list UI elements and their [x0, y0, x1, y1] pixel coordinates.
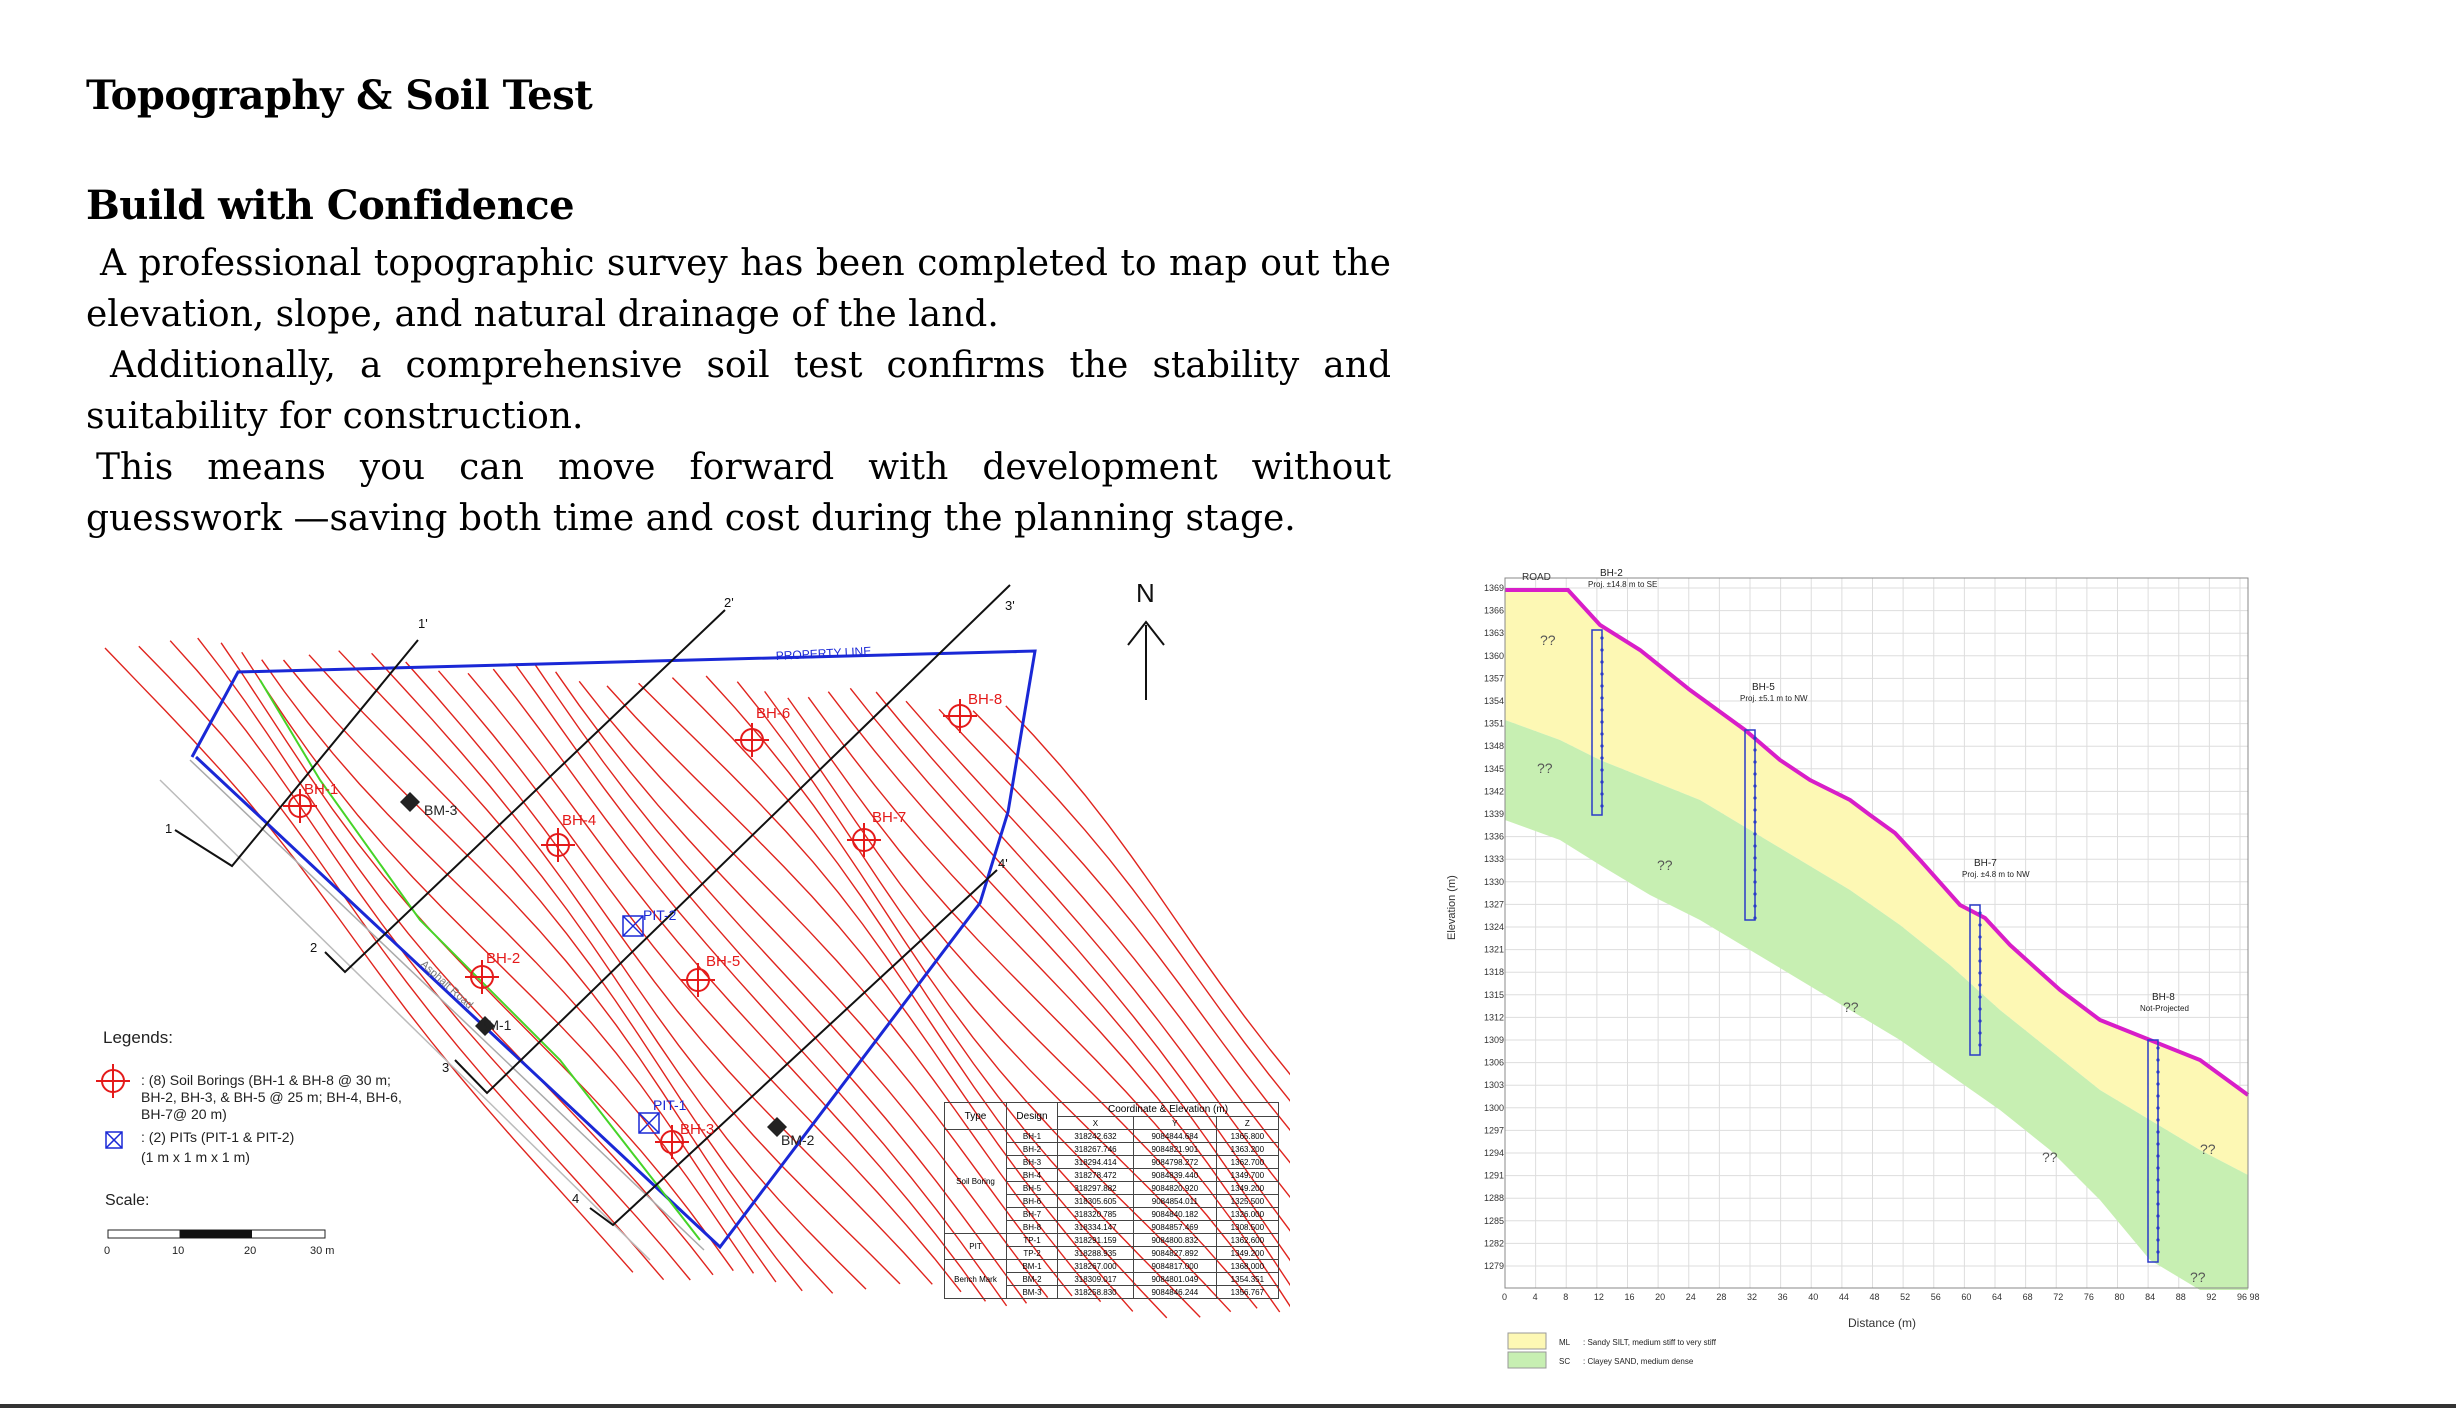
- y-tick: 1369: [1484, 583, 1505, 593]
- table-cell: BH-2: [1007, 1143, 1058, 1156]
- y-tick: 1354: [1484, 696, 1505, 706]
- x-tick: 12: [1593, 1292, 1604, 1302]
- table-cell: 9084820.920: [1133, 1182, 1216, 1195]
- scale-ticks: [104, 1245, 334, 1257]
- table-cell: 1349.200: [1216, 1247, 1278, 1260]
- y-tick: 1294: [1484, 1148, 1505, 1158]
- table-cell: BH-1: [1007, 1130, 1058, 1143]
- table-header: Coordinate & Elevation (m): [1058, 1103, 1279, 1117]
- borehole-label: BH-8: [968, 691, 1003, 708]
- pit-label: PIT-2: [643, 907, 677, 923]
- property-line-label: PROPERTY LINE: [775, 644, 872, 663]
- table-cell: BM-1: [1007, 1260, 1058, 1273]
- x-tick: 64: [1992, 1292, 2003, 1302]
- contour-line: [105, 648, 633, 1272]
- soil-profile-chart: [1440, 565, 2440, 1380]
- x-axis-label: Distance (m): [1848, 1316, 1917, 1330]
- scale-tick: 20: [244, 1245, 257, 1257]
- x-tick: 84: [2145, 1292, 2156, 1302]
- y-tick: 1327: [1484, 899, 1505, 910]
- table-cell: 318288.935: [1058, 1247, 1134, 1260]
- table-cell: 9084854.011: [1133, 1195, 1216, 1208]
- x-tick: 36: [1777, 1292, 1788, 1302]
- table-header: Design: [1007, 1103, 1058, 1130]
- x-axis-ticks: [1502, 1292, 2260, 1302]
- table-cell: BH-7: [1007, 1208, 1058, 1221]
- table-row: [945, 1234, 1279, 1247]
- x-tick: 28: [1716, 1292, 1727, 1302]
- section-label: 3: [442, 1060, 450, 1075]
- table-cell: BH-8: [1007, 1221, 1058, 1234]
- borehole-label: BH-6: [756, 705, 791, 722]
- table-cell: 1362.600: [1216, 1234, 1278, 1247]
- y-tick: 1306: [1484, 1057, 1505, 1068]
- unknown-mark: ??: [1843, 999, 1859, 1015]
- x-tick: 68: [2022, 1292, 2033, 1302]
- table-header: Type: [945, 1103, 1007, 1130]
- site-legend: [103, 1028, 463, 1167]
- table-cell: TP-1: [1007, 1234, 1058, 1247]
- table-cell: 318297.882: [1058, 1182, 1134, 1195]
- section-subtitle: Build with Confidence: [86, 182, 575, 229]
- y-tick: 1315: [1484, 989, 1505, 1000]
- scale-tick: 10: [172, 1245, 185, 1257]
- table-cell: BH-4: [1007, 1169, 1058, 1182]
- borehole-icon: [735, 723, 769, 757]
- paragraph-survey: A professional topographic survey has been completed to map out the elevation, slope, and natural drainage of the land.: [86, 243, 1391, 335]
- benchmark-icon: [400, 792, 420, 812]
- borehole-label: BH-3: [680, 1121, 715, 1138]
- table-cell: 9084821.901: [1133, 1143, 1216, 1156]
- sc-layer: [1505, 720, 2248, 1290]
- contour-line: [372, 653, 900, 1284]
- borehole-log-name: BH-2: [1600, 568, 1623, 579]
- pit-label: PIT-1: [653, 1097, 687, 1113]
- table-cell: 318258.830: [1058, 1286, 1134, 1299]
- x-tick: 32: [1747, 1292, 1758, 1302]
- y-tick: 1318: [1484, 967, 1505, 978]
- scale-label: Scale:: [105, 1192, 150, 1209]
- y-tick: 1288: [1484, 1193, 1505, 1204]
- table-cell: 318267.746: [1058, 1143, 1134, 1156]
- table-cell: 1326.000: [1216, 1208, 1278, 1221]
- table-cell: BM-2: [1007, 1273, 1058, 1286]
- legend-boring: [141, 1072, 463, 1123]
- x-tick: 40: [1808, 1292, 1819, 1302]
- table-cell: 1308.500: [1216, 1221, 1278, 1234]
- paragraph-soil: Additionally, a comprehensive soil test confirms the stability and suitability for construction.: [86, 345, 1391, 437]
- table-cell: 9084846.244: [1133, 1286, 1216, 1299]
- y-tick: 1360: [1484, 650, 1505, 661]
- legend-pit-line: : (2) PITs (PIT-1 & PIT-2): [141, 1129, 295, 1145]
- borehole-log-name: BH-8: [2152, 992, 2175, 1003]
- x-tick: 92: [2206, 1292, 2217, 1302]
- borehole-label: BH-2: [486, 950, 521, 967]
- unknown-mark: ??: [1657, 857, 1673, 873]
- coordinate-table: [944, 1102, 1279, 1299]
- x-tick: 96 98: [2237, 1292, 2260, 1302]
- y-tick: 1309: [1484, 1035, 1505, 1045]
- sc-legend-code: SC: [1559, 1357, 1571, 1366]
- x-tick: 0: [1502, 1292, 1508, 1302]
- scale-tick: 30 m: [310, 1245, 335, 1257]
- borehole-log-note: Proj. ±4.8 m to NW: [1962, 870, 2030, 879]
- contour-line: [493, 669, 1006, 1306]
- y-tick: 1345: [1484, 763, 1505, 774]
- table-group-type: Soil Boring: [945, 1130, 1007, 1234]
- table-cell: 1368.000: [1216, 1260, 1278, 1273]
- ml-legend-swatch: [1508, 1333, 1546, 1349]
- table-cell: BH-3: [1007, 1156, 1058, 1169]
- section-label: 1': [418, 616, 428, 631]
- table-cell: 1362.700: [1216, 1156, 1278, 1169]
- ml-layer: [1505, 590, 2248, 1175]
- road-label: ROAD: [1522, 572, 1551, 583]
- table-cell: 318334.147: [1058, 1221, 1134, 1234]
- x-tick: 88: [2175, 1292, 2186, 1302]
- unknown-mark: ??: [1537, 760, 1553, 776]
- contour-line: [139, 646, 664, 1279]
- y-axis-label: Elevation (m): [1446, 875, 1458, 940]
- borehole-log-note: Not-Projected: [2140, 1004, 2189, 1013]
- bottom-rule: [0, 1404, 2456, 1408]
- paragraph-benefit: This means you can move forward with development without guesswork —saving both time and cost during the planning stage.: [86, 447, 1391, 539]
- table-cell: 318305.605: [1058, 1195, 1134, 1208]
- y-tick: 1300: [1484, 1102, 1505, 1113]
- contour-line: [468, 673, 986, 1301]
- road-label: Asphalt Road: [417, 958, 476, 1012]
- legend-title: Legends:: [103, 1028, 173, 1047]
- y-tick: 1285: [1484, 1215, 1505, 1226]
- table-group-type: Bench Mark: [945, 1260, 1007, 1299]
- table-subheader: X: [1058, 1117, 1134, 1130]
- unknown-mark: ??: [2190, 1269, 2206, 1285]
- table-cell: 9084817.000: [1133, 1260, 1216, 1273]
- borehole-log-name: BH-7: [1974, 858, 1997, 869]
- y-tick: 1351: [1484, 718, 1505, 729]
- table-cell: 9084844.684: [1133, 1130, 1216, 1143]
- y-tick: 1312: [1484, 1012, 1505, 1023]
- table-cell: BH-6: [1007, 1195, 1058, 1208]
- table-cell: 1356.767: [1216, 1286, 1278, 1299]
- section-label: 2: [310, 940, 318, 955]
- benchmark-label: BM-1: [478, 1017, 512, 1033]
- contour-line: [406, 662, 933, 1284]
- table-cell: 9084827.892: [1133, 1247, 1216, 1260]
- table-cell: 318291.159: [1058, 1234, 1134, 1247]
- table-cell: 1354.351: [1216, 1273, 1278, 1286]
- road-edge: [190, 760, 704, 1250]
- x-tick: 24: [1685, 1292, 1696, 1302]
- pit-icon: [639, 1113, 659, 1133]
- table-row: [945, 1260, 1279, 1273]
- table-cell: TP-2: [1007, 1247, 1058, 1260]
- table-cell: 1325.500: [1216, 1195, 1278, 1208]
- y-tick: 1333: [1484, 854, 1505, 865]
- table-cell: 1365.800: [1216, 1130, 1278, 1143]
- table-cell: 318320.785: [1058, 1208, 1134, 1221]
- y-tick: 1342: [1484, 786, 1505, 797]
- y-tick: 1291: [1484, 1170, 1505, 1181]
- borehole-log-note: Proj. ±5.1 m to NW: [1740, 694, 1808, 703]
- north-label: N: [1136, 578, 1155, 608]
- table-cell: 318278.472: [1058, 1169, 1134, 1182]
- y-tick: 1321: [1484, 944, 1505, 955]
- table-cell: 318309.017: [1058, 1273, 1134, 1286]
- scale-bar: [108, 1230, 325, 1238]
- y-tick: 1348: [1484, 741, 1505, 752]
- benchmark-label: BM-2: [781, 1132, 815, 1148]
- unknown-mark: ??: [2042, 1149, 2058, 1165]
- x-tick: 44: [1838, 1292, 1849, 1302]
- table-row: [945, 1130, 1279, 1143]
- table-cell: 9084857.469: [1133, 1221, 1216, 1234]
- contour-line: [284, 660, 803, 1291]
- borehole-log-name: BH-5: [1752, 682, 1775, 693]
- scale-tick: 0: [104, 1245, 111, 1257]
- x-tick: 80: [2114, 1292, 2125, 1302]
- table-cell: 318242.632: [1058, 1130, 1134, 1143]
- ml-legend-code: ML: [1559, 1338, 1571, 1347]
- table-subheader: Z: [1216, 1117, 1278, 1130]
- section-label: 2': [724, 595, 734, 610]
- table-body: [945, 1130, 1279, 1299]
- table-cell: 1349.700: [1216, 1169, 1278, 1182]
- x-tick: 16: [1624, 1292, 1635, 1302]
- section-label: 1: [165, 821, 173, 836]
- x-tick: 8: [1563, 1292, 1569, 1302]
- y-tick: 1330: [1484, 876, 1505, 887]
- legend-pit: [141, 1127, 463, 1167]
- borehole-icon: [847, 823, 881, 857]
- table-cell: 318267.000: [1058, 1260, 1134, 1273]
- borehole-label: BH-5: [706, 953, 741, 970]
- x-tick: 20: [1655, 1292, 1666, 1302]
- table-cell: 9084801.049: [1133, 1273, 1216, 1286]
- table-cell: BH-5: [1007, 1182, 1058, 1195]
- x-tick: 76: [2083, 1292, 2094, 1302]
- page-title: Topography & Soil Test: [86, 72, 593, 119]
- x-tick: 56: [1930, 1292, 1941, 1302]
- table-cell: 318294.414: [1058, 1156, 1134, 1169]
- table-cell: 9084839.440: [1133, 1169, 1216, 1182]
- x-tick: 52: [1900, 1292, 1911, 1302]
- benchmark-label: BM-3: [424, 802, 458, 818]
- unknown-mark: ??: [2200, 1141, 2216, 1157]
- table-group-type: PIT: [945, 1234, 1007, 1260]
- x-tick: 48: [1869, 1292, 1880, 1302]
- table-cell: 9084798.272: [1133, 1156, 1216, 1169]
- legend-pit-line: (1 m x 1 m x 1 m): [141, 1149, 250, 1165]
- table-cell: 9084800.832: [1133, 1234, 1216, 1247]
- y-tick: 1336: [1484, 831, 1505, 842]
- y-tick: 1339: [1484, 809, 1505, 819]
- legend-boring-line: BH-2, BH-3, & BH-5 @ 25 m; BH-4, BH-6,: [141, 1089, 402, 1105]
- intro-text: [86, 238, 1391, 544]
- y-tick: 1279: [1484, 1261, 1505, 1271]
- road-edge: [160, 780, 650, 1260]
- y-tick: 1282: [1484, 1238, 1505, 1249]
- x-tick: 72: [2053, 1292, 2064, 1302]
- sc-legend-text: : Clayey SAND, medium dense: [1583, 1357, 1694, 1366]
- legend-boring-line: : (8) Soil Borings (BH-1 & BH-8 @ 30 m;: [141, 1072, 391, 1088]
- unknown-mark: ??: [1540, 632, 1556, 648]
- table-cell: 9084840.182: [1133, 1208, 1216, 1221]
- x-tick: 4: [1532, 1292, 1538, 1302]
- borehole-label: BH-4: [562, 812, 597, 829]
- table-cell: 1363.200: [1216, 1143, 1278, 1156]
- y-tick: 1363: [1484, 628, 1505, 639]
- north-arrow-icon: [1128, 622, 1164, 700]
- x-tick: 60: [1961, 1292, 1972, 1302]
- y-tick: 1297: [1484, 1125, 1505, 1136]
- section-label: 3': [1005, 598, 1015, 613]
- table-cell: BM-3: [1007, 1286, 1058, 1299]
- y-tick: 1366: [1484, 605, 1505, 616]
- ml-legend-text: : Sandy SILT, medium stiff to very stiff: [1583, 1338, 1716, 1347]
- sc-legend-swatch: [1508, 1352, 1546, 1368]
- pit-icon: [623, 916, 643, 936]
- table-subheader: Y: [1133, 1117, 1216, 1130]
- borehole-label: BH-1: [304, 781, 339, 798]
- table-cell: 1349.200: [1216, 1182, 1278, 1195]
- section-label: 4': [998, 856, 1008, 871]
- y-tick: 1357: [1484, 673, 1505, 684]
- legend-boring-line: BH-7@ 20 m): [141, 1106, 227, 1122]
- section-label: 4: [572, 1191, 580, 1206]
- borehole-log-note: Proj. ±14.8 m to SE: [1588, 580, 1658, 589]
- y-tick: 1303: [1484, 1080, 1505, 1091]
- y-axis-ticks: [1484, 583, 1504, 1271]
- y-tick: 1324: [1484, 922, 1505, 932]
- borehole-label: BH-7: [872, 809, 907, 826]
